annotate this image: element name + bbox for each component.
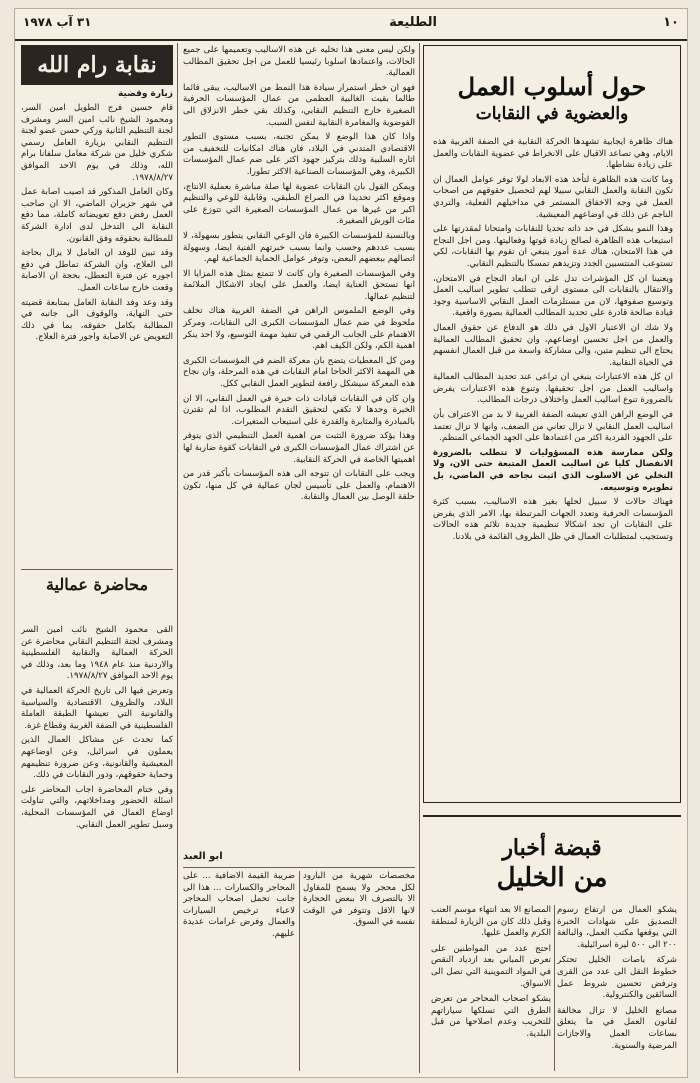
paragraph: وان كان في النقابات قيادات ذات خبرة في العمل النقابي، الا ان الخبرة وحدها لا تكفي لتحقيق التقدم المطلوب، اذا لم تقترن بالمبادرة والمثابرة والقدرة على استيعاب المتغيرات. (183, 393, 415, 427)
hebron-news-column-left (431, 905, 551, 1071)
paragraph: وفي الوضع الملموس الراهن في الضفة الغربية هناك تخلف ملحوظ في ضم عمال المؤسسات الكبرى الى النقابات، ومركز الاهتمام على الجانب الرقمي في تنفيذ مهمة التوسيع، ولا احد ينكر اهمية الكم، ولكن الكيف اهم. (183, 306, 415, 352)
paragraph: وفي المؤسسات الصغيرة وان كانت لا تتمتع بمثل هذه المزايا الا انها تستحق العناية ايضا، والعمل على ايجاد الاشكال الملائمة لتنظيم عمالها. (183, 268, 415, 302)
paragraph: وهذا النمو يشكل في حد ذاته تحديا للنقابات وامتحانا لمقدرتها على استيعاب هذه الظاهرة لصالح زيادة قوتها وفعاليتها. ومن اجل النجاح في هذا الامتحان، هناك عدة أمور ينبغي ان تقوم بها النقابات، لكي تستوعب المنتسبين الجدد وتزيدهم تمسكا بالتنظيم النقابي. (433, 224, 673, 269)
main-article-headline: حول أسلوب العمل (457, 72, 647, 101)
publication-name: الطليعة (389, 15, 437, 30)
paragraph: ويمكن القول بان النقابات عضوية لها صلة مباشرة بعملية الانتاج، وموقع اكثر تحديدا في الصراع الطبقي، وقابلية للوعي والتنظيم اكبر من غيرها من عمال المؤسسات الصغيرة التي تتوزع على مئات الورش الصغيرة. (183, 181, 415, 227)
news-item: يشكو اصحاب المحاجر من تعرض الطرق التي تسلكها سياراتهم للتخريب وعدم اصلاحها من قبل البلدية. (431, 994, 551, 1039)
issue-date: ٣١ آب ١٩٧٨ (23, 15, 92, 29)
section-divider (21, 569, 173, 570)
paragraph: واذا كان هذا الوضع لا يمكن تجنبه، بسبب مستوى التطور الاقتصادي المتدني في البلاد، فان هناك امكانيات للتخفيف من اثاره السلبية وذلك بتركيز جهود اكثر على ضم عمال المؤسسات الكبيرة، وهي المؤسسات الصناعية الاكثر تطورا. (183, 132, 415, 177)
paragraph: ولا شك ان الاعتبار الاول في ذلك هو الدفاع عن حقوق العمال والعمل من اجل تحسين اوضاعهم، وان تحقيق المطالب العمالية يحتاج الى تنظيم متين، والى مشاركة واسعة من قبل العمال انفسهم في الحياة النقابية. (433, 322, 673, 368)
paragraph: ضريبة القيمة الاضافية ... على المحاجر والكسارات ... هذا الى جانب تحمل اصحاب المحاجر لاعباء ترخيص السيارات والعمال وفرض غرامات عديدة عليهم. (183, 871, 295, 939)
paragraph: ولكن ممارسة هذه المسؤوليات لا تتطلب بالضرورة الانفصال كليا عن اساليب العمل المتبعة حتى الان، ولا التخلي عن الاسلوب الذي اثبت نجاحه في الماضي، بل تطويره وتوسيعه. (433, 447, 673, 493)
paragraph: وبالنسبة للمؤسسات الكبيرة فان الوعي النقابي يتطور بسهولة، لا بسبب عددهم وحسب وانما بسبب خبرتهم الفنية ايضا، وسهولة اتصالهم ببعضهم البعض، وتوفر عوامل الحماية الجماعية لهم. (183, 230, 415, 265)
paragraph: وهذا يؤكد ضرورة التثبت من اهمية العمل التنظيمي الذي يتوفر عن اشتراك عمال المؤسسات الكبرى في النقابات كقوة ضاربة لها اهميتها الخاصة في الحركة النقابية. (183, 431, 415, 465)
paragraph: ومن كل المعطيات يتضح بان معركة الضم في المؤسسات الكبرى هي المهمة الاكثر الحاحا امام النقابات في هذه المرحلة، وان نجاح هذه المعركة سيشكل رافعة لتطوير العمل النقابي ككل. (183, 355, 415, 390)
hebron-news-subheadline: من الخليل (496, 863, 608, 893)
paragraph: مخصصات شهرية من البارود لكل محجر ولا يسمح للمقاول الا بالتصرف الا ببعض الحجارة لانها الاقل وتتوفر في الوقت نفسه في السوق. (303, 871, 415, 928)
page-number: ١٠ (663, 15, 679, 30)
lecture-headline: محاضرة عمالية (45, 575, 149, 594)
hebron-news-headline: قبضة أخبار (502, 835, 602, 861)
article-signature: ابو العبد (183, 851, 223, 862)
news-item: يشكو العمال من ارتفاع رسوم التصديق على شهادات الخبرة التي يوقعها مكتب العمل، والبالغة ٢٠٠ الى ٥٠٠ ليرة اسرائيلية. (557, 905, 677, 950)
masthead (15, 9, 687, 41)
section-divider (183, 867, 415, 868)
paragraph: قام حسين فرج الطويل امين السر، ومحمود الشيخ نائب امين السر ومشرف لجنة التنظيم الثانية وزكي حسن عضو لجنة التنظيم النقابي بزيارة العامل رسمي شكري خليل من شركة معامل سلفانا برام الله، وذلك في يوم الاحد الموافق ١٩٧٨/٨/٢٧. (21, 103, 173, 183)
hebron-news-column-right (557, 905, 677, 1071)
paragraph: ويعنينا ان كل المؤشرات تدل على ان ابعاد النجاح في الامتحان، والانتقال بالنقابات الى مستوى ارقى تتطلب تطوير اساليب العمل وتوسيع صفوفها، لان من مستلزمات العمل النقابي الاساسية وجود قيادة صالحة قادرة على تحديد المطالب العمالية بصورة واقعية. (433, 273, 673, 319)
paragraph: ولكن ليس معنى هذا تخليه عن هذه الاساليب وتعميمها على جميع الحالات، واعتمادها اسلوبا رئيسيا للعمل من اجل تحقيق المطالب العمالية. (183, 45, 415, 79)
ramallah-subheadline: زيارة وقضية (117, 89, 173, 99)
ramallah-headline: نقابة رام الله (21, 45, 173, 85)
lecture-article-body (21, 625, 173, 1071)
middle-bottom-column-left (183, 871, 295, 1071)
news-item: مصانع الخليل لا تزال مخالفة لقانون العمل في ما يتعلق بساعات العمل والاجازات المرضية والسنوية. (557, 1005, 677, 1051)
paragraph: في الوضع الراهن الذي تعيشه الضفة الغربية لا بد من الاعتراف بأن اساليب العمل النقابي لا تزال تعاني من الضعف، وانها لا تزال تعتمد على الجهود الفردية اكثر من اعتمادها على الجهد الجماعي المنظم. (433, 410, 673, 444)
ramallah-article-body (21, 103, 173, 567)
paragraph: كما تحدث عن مشاكل العمال الذين يعملون في اسرائيل، وعن اوضاعهم المعيشية والقانونية، وعن ضرورة تنظيمهم وحماية حقوقهم، ودور النقابات في ذلك. (21, 735, 173, 781)
paragraph: وما كانت هذه الظاهرة لتأخذ هذه الابعاد لولا توفر عوامل العمال ان تكون النقابة والعمل النقابي سبيلا لهم لتحصيل حقوقهم من اصحاب العمل في وجه الاخفاق المستمر في مداخيلهم الفعلية، والتردي الناجم عن ذلك في اوضاعهم المعيشية. (433, 174, 673, 220)
paragraph: وقد تبين للوفد ان العامل لا يزال بحاجة الى العلاج، وان الشركة تماطل في دفع اجوره عن فترة التعطل، بحجة ان الاصابة وقعت خارج ساعات العمل. (21, 248, 173, 293)
paragraph: ويجب على النقابات ان تتوجه الى هذه المؤسسات بأكبر قدر من الاهتمام، والعمل على تأسيس لجان عمالية في كل منها، تكون حلقة الوصل بين العمال والنقابة. (183, 469, 415, 503)
main-article-body (433, 137, 673, 797)
news-item: شركة باصات الخليل تحتكر خطوط النقل الى عدد من القرى وترفض تحسين شروط عمل السائقين والكنترولية. (557, 955, 677, 1001)
column-divider (177, 43, 178, 1073)
news-item: احتج عدد من المواطنين على تعرض المباني بعد ازدياد النقص في المواد التموينية التي تصل الى الاسواق. (431, 943, 551, 989)
paragraph: وقد وعد وفد النقابة العامل بمتابعة قضيته حتى النهاية، والوقوف الى جانبه في المطالبة بكامل حقوقه، بما في ذلك التعويض عن الاصابة واجور فترة العلاج. (21, 297, 173, 343)
middle-bottom-column-right (303, 871, 415, 1071)
paragraph: فهناك حالات لا سبيل لحلها بغير هذه الاساليب، بسبب كثرة المؤسسات الحرفية وتعدد الجهات المرتبطة بها، الامر الذي يفرض على النقابات ان تجد اشكالا تنظيمية جديدة تلائم هذه الحالات وتستجيب لمتطلبات العمال في ظل الظروف القائمة في بلادنا. (433, 497, 673, 542)
paragraph: القى محمود الشيخ نائب امين السر ومشرف لجنة التنظيم النقابي محاضرة عن الحركة العمالية والنقابية الفلسطينية والاردنية منذ عام ١٩٤٨ وما بعد، وذلك في يوم الاحد الموافق ١٩٧٨/٨/٢٧. (21, 625, 173, 682)
paragraph: ان كل هذه الاعتبارات ينبغي ان تراعى عند تحديد المطالب العمالية واساليب العمل من اجل تحقيقها. وتنوع هذه الاعتبارات يفرض بالضرورة تنوع اساليب العمل واختلاف درجات المطالب. (433, 372, 673, 406)
paragraph: وفي ختام المحاضرة اجاب المحاضر على اسئلة الحضور ومداخلاتهم، والتي تناولت اوضاع العمال في المؤسسات المحلية، وسبل تطوير العمل النقابي. (21, 784, 173, 830)
newspaper-page (14, 8, 688, 1078)
news-item: المصانع الا بعد انتهاء موسم العنب وقبل ذلك كان من الزيارة لمنطقة الكرم والعمل عليها. (431, 905, 551, 939)
paragraph: هناك ظاهرة ايجابية تشهدها الحركة النقابية في الضفة الغربية هذه الايام، وهي تصاعد الاقبال على الانخراط في عضوية النقابات والعمل على زيادة نشاطها. (433, 137, 673, 171)
column-divider (419, 43, 420, 1073)
paragraph: وتعرض فيها الى تاريخ الحركة العمالية في البلاد، والظروف الاقتصادية والسياسية والقانونية التي تعيشها الطبقة العاملة الفلسطينية في الضفة الغربية وقطاع غزة. (21, 685, 173, 731)
main-article-subheadline: والعضوية في النقابات (475, 104, 629, 124)
paragraph: فهو ان خطر استمرار سيادة هذا النمط من الاساليب، يبقى قائما طالما بقيت الغالبية العظمى من عمال المؤسسات الحرفية الصغيرة خارج التنظيم النقابي، وكذلك بقي خطر الانزلاق الى الفوضوية والمغامرة النقابية لنفس السبب. (183, 82, 415, 128)
paragraph: وكان العامل المذكور قد اصيب اصابة عمل في شهر حزيران الماضي، الا ان صاحب العمل رفض دفع تعويضاته كاملة، مما دفع النقابة الى التدخل لدى ادارة الشركة للمطالبة بحقوقه وفق القانون. (21, 187, 173, 244)
middle-article-body (183, 45, 415, 851)
column-divider (299, 871, 300, 1071)
